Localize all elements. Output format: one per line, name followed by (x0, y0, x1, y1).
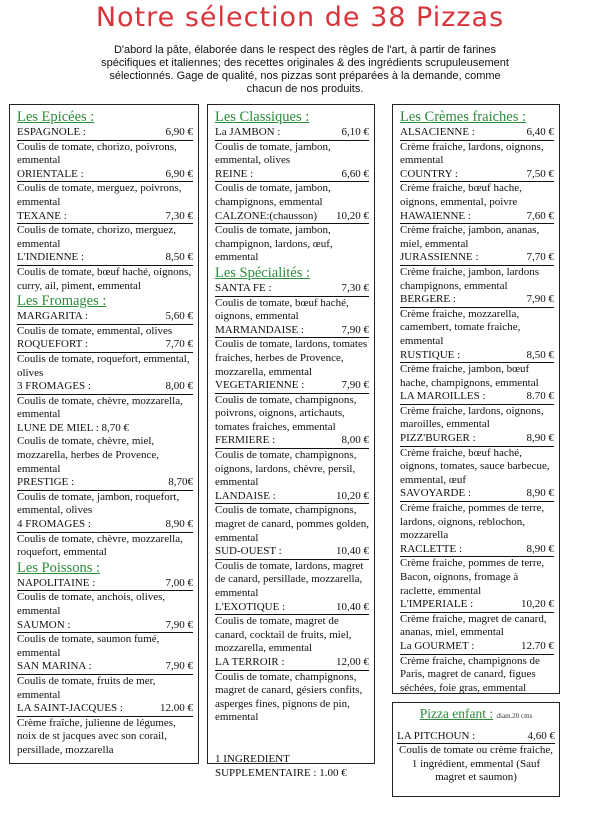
menu-item-row (17, 422, 193, 436)
menu-item-row (215, 601, 369, 616)
menu-item-row (215, 434, 369, 449)
menu-item-desc: Coulis de tomate, champignons, magret de canard, pommes golden, emmental (215, 504, 369, 544)
enfant-title (397, 707, 555, 724)
menu-item-desc: Coulis de tomate, merguez, poivrons, emmental (17, 182, 182, 208)
menu-item-desc: Crème fraiche, jambon, ananas, miel, emmental (400, 224, 540, 250)
menu-item-desc: Coulis de tomate, champignons, oignons, lardons, chèvre, persil, emmental (215, 449, 357, 489)
menu-item-row (400, 126, 554, 141)
menu-item-row (215, 126, 369, 141)
menu-item-desc: Coulis de tomate, champignons, poivrons, oignons, artichauts, tomates fraiches, emmental (215, 393, 357, 433)
menu-item-name: LANDAISE : (215, 489, 276, 502)
section-title-text: Les Fromages : (17, 293, 107, 310)
menu-item-price: 6,90 € (165, 126, 193, 138)
menu-item-row (17, 577, 193, 592)
menu-item-desc: Coulis de tomate, emmental, olives (17, 324, 173, 337)
menu-item-name: MARMANDAISE : (215, 323, 304, 336)
menu-item-name: JURASSIENNE : (400, 251, 479, 264)
menu-item-row (400, 487, 554, 502)
menu-item-desc: Coulis de tomate, lardons, magret de canard, persillade, mozzarella, emmental (215, 559, 364, 599)
column-1 (9, 104, 199, 764)
menu-item-price: 6,10 € (341, 126, 369, 138)
column-2 (207, 104, 375, 779)
enfant-item-price: 4,60 € (527, 729, 555, 742)
menu-item-name: HAWAIENNE : (400, 209, 471, 222)
menu-item-desc: Crème fraiche, lardons, oignons, maroilles, emmental (400, 404, 544, 431)
menu-item-price: 7,50 € (526, 167, 554, 180)
menu-item-price: 10,20 € (521, 598, 554, 611)
menu-item-desc: Crème fraiche, pommes de terre, lardons, oignons, reblochon, mozzarella (400, 502, 545, 542)
section-title-text: Les Epicées : (17, 109, 95, 125)
menu-item-row (400, 640, 554, 655)
menu-item-price: 8,70€ (168, 476, 193, 489)
menu-item-row (215, 282, 369, 297)
menu-item-name: RUSTIQUE : (400, 348, 461, 361)
section-title-text: Les Poissons : (17, 559, 100, 576)
menu-item-desc: Crème fraiche, lardons, oignons, emmental (400, 140, 544, 167)
menu-item-name: LA TERROIR : (215, 655, 285, 668)
menu-item-price: 8,50 € (165, 251, 193, 264)
menu-item-name: SAN MARINA : (17, 660, 92, 673)
menu-item-row (215, 379, 369, 394)
menu-item-row (400, 210, 554, 225)
menu-item-row (400, 251, 554, 266)
menu-item-name: MARGARITA : (17, 310, 88, 323)
menu-item-price: 8,00 € (341, 434, 369, 447)
menu-item-price: 5,60 € (165, 310, 193, 323)
menu-item-price: 7,90 € (165, 660, 193, 673)
menu-item-desc: Crème fraiche, magret de canard, ananas, miel, emmental (400, 612, 547, 639)
menu-item-name: La JAMBON : (215, 126, 281, 138)
menu-item-row (400, 543, 554, 558)
menu-item-name: 3 FROMAGES : (17, 380, 91, 393)
menu-item-row (17, 338, 193, 353)
menu-item-price: 7,90 € (341, 323, 369, 336)
menu-item-desc: Crème fraiche, mozzarella, camembert, tomate fraiche, emmental (400, 307, 521, 347)
menu-item-price: 8,90 € (526, 487, 554, 500)
menu-item-name: L'IMPERIALE : (400, 598, 474, 611)
menu-item-price: 6,90 € (165, 167, 193, 180)
menu-item-desc: Coulis de tomate, champignons, magret de canard, gésiers confits, asperges fines, pignons de pin, emmental (215, 670, 363, 724)
enfant-note: diam.20 cms (496, 712, 533, 720)
menu-item-name: ESPAGNOLE : (17, 126, 86, 138)
menu-item-desc: Coulis de tomate, chèvre, mozzarella, emmental (17, 394, 183, 421)
menu-item-name: RACLETTE : (400, 542, 463, 555)
menu-item-row (400, 293, 554, 308)
menu-item-price: 7,00 € (165, 576, 193, 589)
menu-item-name: PRESTIGE : (17, 476, 75, 489)
menu-item-desc: Crème fraiche, jambon, lardons champignons, emmental (400, 265, 539, 292)
menu-item-row (400, 598, 554, 613)
section-title (215, 109, 369, 126)
menu-item-desc: Coulis de tomate, chèvre, miel, mozzarella, herbes de Provence, emmental (17, 435, 160, 475)
menu-item-desc: Coulis de tomate, roquefort, emmental, olives (17, 352, 190, 379)
menu-item-price: 8,50 € (526, 348, 554, 361)
menu-item-price: 7,60 € (526, 209, 554, 222)
supplement-line: 1 INGREDIENT (215, 752, 290, 765)
menu-item-row (400, 432, 554, 447)
menu-item-price: 7,30 € (341, 281, 369, 294)
menu-item-row (17, 660, 193, 675)
enfant-item-desc: Coulis de tomate ou crème fraiche, 1 ingrédient, emmental (Sauf magret et saumon) (399, 744, 553, 784)
menu-item-desc: Coulis de tomate, jambon, champignons, emmental (215, 182, 331, 208)
menu-item-row (215, 545, 369, 560)
menu-item-row (400, 349, 554, 364)
menu-item-name: SAUMON : (17, 618, 71, 631)
menu-item-name: BERGERE : (400, 293, 456, 306)
menu-item-desc: Coulis de tomate, jambon, roquefort, emmental, olives (17, 490, 180, 517)
intro-text: D'abord la pâte, élaborée dans le respect des règles de l'art, à partir de farines spécifiques et italiennes; des recettes originales & des ingrédients scrupuleusement sélectionnés. Gage de qualité, nos pizzas sont préparées à la demande, comme chacun de nos produits. (101, 44, 509, 95)
menu-item-name: ORIENTALE : (17, 167, 84, 180)
menu-item-name: LA SAINT-JACQUES : (17, 702, 123, 715)
menu-item-name: CALZONE:(chausson) (215, 209, 318, 222)
menu-item-desc: Coulis de tomate, fruits de mer, emmental (17, 674, 156, 701)
menu-item-row (400, 390, 554, 405)
menu-item-name: LUNE DE MIEL : 8,70 € (17, 421, 130, 434)
menu-item-desc: Coulis de tomate, chorizo, merguez, emmental (17, 224, 176, 250)
menu-item-row (17, 476, 193, 491)
menu-item-price: 7,90 € (526, 293, 554, 306)
menu-item-desc: Crème fraîche, julienne de légumes, noix de st jacques avec son corail, persillade, mozzarella (17, 716, 176, 756)
section-title (215, 265, 369, 282)
menu-item-desc: Crème fraiche, bœuf haché, oignons, tomates, sauce barbecue, emmental, œuf (400, 446, 550, 486)
menu-item-name: ROQUEFORT : (17, 338, 88, 351)
menu-item-desc: Coulis de tomate, magret de canard, cocktail de fruits, miel, mozzarella, emmental (215, 615, 352, 655)
menu-item-desc: Coulis de tomate, bœuf haché, oignons, emmental (215, 296, 349, 323)
menu-item-name: PIZZ'BURGER : (400, 432, 476, 445)
enfant-item-name: LA PITCHOUN : (397, 729, 476, 742)
menu-item-price: 12,00 € (336, 655, 369, 668)
enfant-item-row (397, 730, 555, 745)
menu-item-price: 10,40 € (336, 600, 369, 613)
menu-item-row (17, 518, 193, 533)
menu-item-price: 10,20 € (336, 209, 369, 222)
section-title-text: Les Classiques : (215, 109, 310, 125)
menu-item-name: FERMIERE : (215, 434, 276, 447)
menu-item-name: NAPOLITAINE : (17, 576, 96, 589)
menu-item-name: SANTA FE : (215, 281, 272, 294)
menu-item-desc: Coulis de tomate, chorizo, poivrons, emmental (17, 140, 177, 167)
menu-item-row (215, 490, 369, 505)
section-title (400, 109, 554, 126)
menu-item-name: VEGETARIENNE : (215, 379, 305, 392)
section-title (17, 560, 193, 577)
menu-item-price: 6,40 € (526, 126, 554, 138)
enfant-heading: Pizza enfant : (419, 706, 494, 721)
section-title-text: Les Crèmes fraiches : (400, 109, 527, 125)
menu-item-name: 4 FROMAGES : (17, 518, 91, 531)
menu-item-price: 7,70 € (526, 251, 554, 264)
menu-item-name: TEXANE : (17, 209, 67, 222)
menu-item-desc: Crème fraiche, champignons de Paris, magret de canard, figues séchées, foie gras, emmental (400, 654, 540, 694)
menu-item-price: 7,90 € (165, 618, 193, 631)
menu-item-name: L'INDIENNE : (17, 251, 85, 264)
section-title (17, 109, 193, 126)
menu-item-name: REINE : (215, 167, 254, 180)
menu-item-row (17, 310, 193, 325)
menu-item-desc: Crème fraiche, pommes de terre, Bacon, oignons, fromage à raclette, emmental (400, 557, 545, 597)
pizza-enfant-box (392, 702, 560, 797)
supplement-line: SUPPLEMENTAIRE : 1.00 € (215, 766, 347, 779)
menu-item-row (17, 210, 193, 225)
menu-item-price: 10,20 € (336, 489, 369, 502)
menu-item-desc: Coulis de tomate, bœuf haché, oignons, curry, ail, piment, emmental (17, 265, 192, 292)
menu-item-price: 7,70 € (165, 338, 193, 351)
menu-item-desc: Coulis de tomate, jambon, emmental, olives (215, 140, 331, 167)
menu-item-name: L'EXOTIQUE : (215, 600, 286, 613)
menu-item-name: ALSACIENNE : (400, 126, 475, 138)
menu-item-row (17, 126, 193, 141)
menu-item-row (215, 210, 369, 225)
menu-item-name: SAVOYARDE : (400, 487, 472, 500)
menu-item-desc: Coulis de tomate, saumon fumé, emmental (17, 633, 160, 659)
menu-item-row (215, 656, 369, 671)
menu-item-price: 12.70 € (521, 639, 554, 652)
menu-item-price: 8,90 € (526, 542, 554, 555)
menu-item-desc: Coulis de tomate, jambon, champignon, lardons, œuf, emmental (215, 224, 333, 264)
menu-item-row (215, 324, 369, 339)
menu-item-desc: Coulis de tomate, lardons, tomates fraiches, herbes de Provence, mozzarella, emmental (215, 338, 368, 378)
menu-item-desc: Coulis de tomate, anchois, olives, emmental (17, 591, 166, 617)
column-3 (392, 104, 560, 694)
menu-item-row (17, 619, 193, 634)
menu-item-price: 7,90 € (341, 379, 369, 392)
menu-item-name: SUD-OUEST : (215, 545, 282, 558)
section-title (17, 293, 193, 310)
menu-item-price: 8,90 € (526, 432, 554, 445)
menu-item-price: 7,30 € (165, 209, 193, 222)
menu-item-desc: Crème fraiche, bœuf hache, oignons, emmental, poivre (400, 182, 522, 208)
menu-item-row (17, 251, 193, 266)
menu-item-price: 12.00 € (160, 702, 193, 715)
menu-item-name: COUNTRY : (400, 167, 458, 180)
menu-item-row (400, 168, 554, 183)
menu-item-price: 10,40 € (336, 545, 369, 558)
menu-item-name: LA MAROILLES : (400, 390, 486, 403)
menu-item-name: La GOURMET : (400, 639, 475, 652)
menu-item-row (17, 702, 193, 717)
menu-item-row (17, 380, 193, 395)
supplement-note (215, 753, 369, 780)
section-title-text: Les Spécialités : (215, 264, 311, 281)
menu-item-desc: Coulis de tomate, chèvre, mozzarella, roquefort, emmental (17, 532, 183, 559)
menu-item-desc: Crème fraiche, jambon, bœuf hache, champignons, emmental (400, 363, 539, 389)
menu-item-price: 6,60 € (341, 167, 369, 180)
menu-item-row (17, 168, 193, 183)
page-title: Notre sélection de 38 Pizzas (95, 2, 505, 33)
menu-item-price: 8.70 € (526, 390, 554, 403)
menu-item-price: 8,00 € (165, 380, 193, 393)
menu-item-price: 8,90 € (165, 518, 193, 531)
menu-item-row (215, 168, 369, 183)
